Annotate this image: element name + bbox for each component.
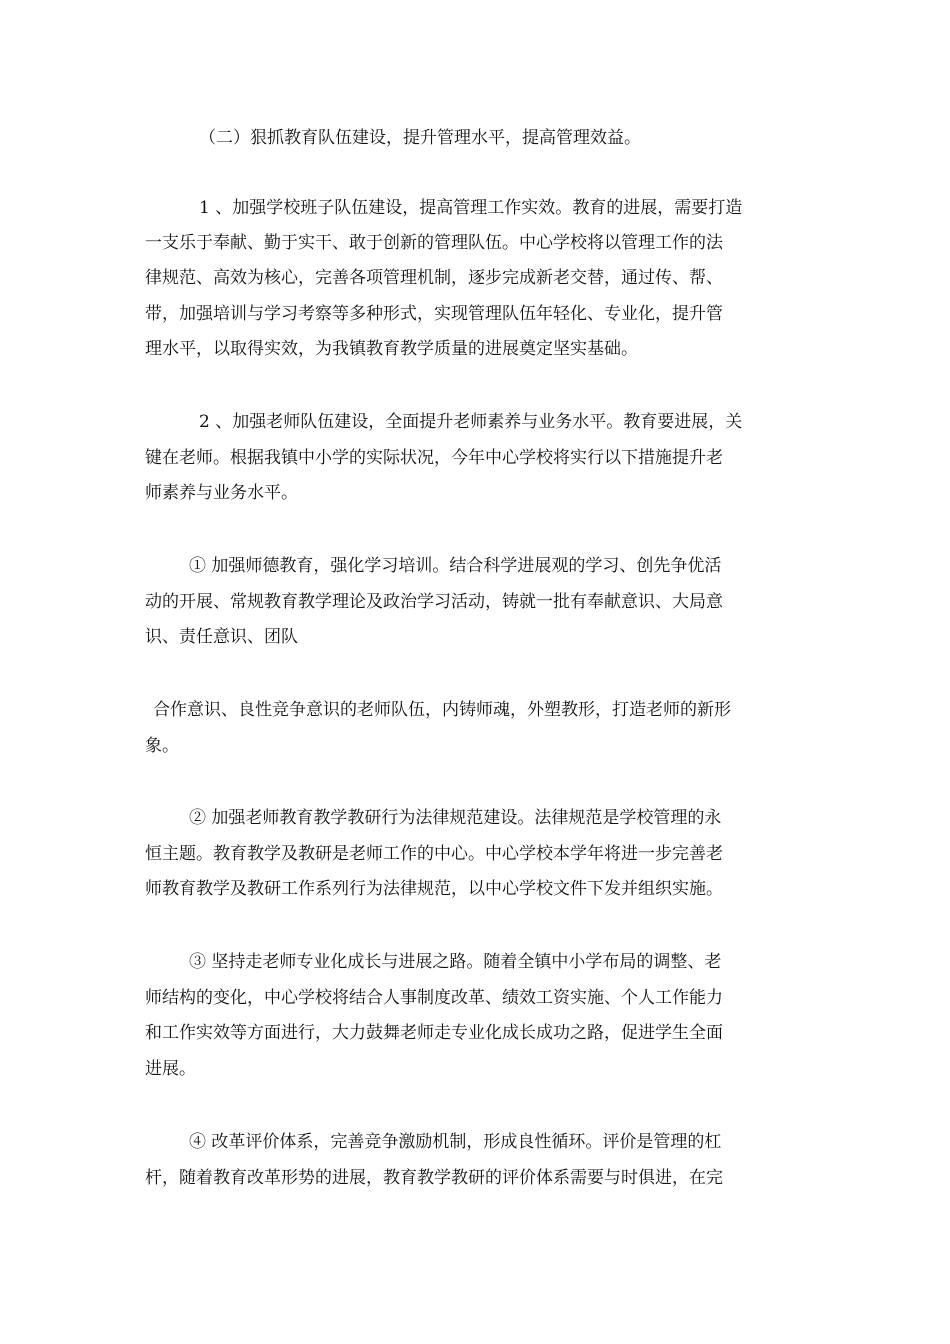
paragraph-line: 1 、加强学校班子队伍建设，提高管理工作实效。教育的进展，需要打造 [199,198,743,218]
paragraph-line: 进展。 [145,1059,196,1079]
paragraph-line: 师教育教学及教研工作系列行为法律规范，以中心学校文件下发并组织实施。 [145,879,723,899]
paragraph-line: 师结构的变化，中心学校将结合人事制度改革、绩效工资实施、个人工作能力 [145,988,723,1008]
paragraph-line: 合作意识、良性竞争意识的老师队伍，内铸师魂，外塑教形，打造老师的新形 [153,700,731,720]
paragraph-line: 一支乐于奉献、勤于实干、敢于创新的管理队伍。中心学校将以管理工作的法 [145,233,723,253]
paragraph-line: 师素养与业务水平。 [145,483,298,503]
paragraph-line: 识、责任意识、团队 [145,627,298,647]
paragraph-line: 律规范、高效为核心，完善各项管理机制，逐步完成新老交替，通过传、帮、 [145,268,723,288]
paragraph-line: 理水平，以取得实效，为我镇教育教学质量的进展奠定坚实基础。 [145,339,638,359]
paragraph-line: ③ 坚持走老师专业化成长与进展之路。随着全镇中小学布局的调整、老 [189,952,722,972]
paragraph-line: 动的开展、常规教育教学理论及政治学习活动，铸就一批有奉献意识、大局意 [145,592,723,612]
paragraph-line: 带，加强培训与学习考察等多种形式，实现管理队伍年轻化、专业化，提升管 [145,304,723,324]
paragraph-line: ② 加强老师教育教学教研行为法律规范建设。法律规范是学校管理的永 [189,808,722,828]
paragraph-line: 象。 [145,736,179,756]
paragraph-line: ① 加强师德教育，强化学习培训。结合科学进展观的学习、创先争优活 [189,556,722,576]
paragraph-line: 2 、加强老师队伍建设，全面提升老师素养与业务水平。教育要进展，关 [199,412,743,432]
paragraph-line: 和工作实效等方面进行，大力鼓舞老师走专业化成长成功之路，促进学生全面 [145,1023,723,1043]
paragraph-line: 杆，随着教育改革形势的进展，教育教学教研的评价体系需要与时俱进，在完 [145,1168,723,1188]
paragraph-line: 键在老师。根据我镇中小学的实际状况，今年中心学校将实行以下措施提升老 [145,448,723,468]
section-heading: （二）狠抓教育队伍建设，提升管理水平，提高管理效益。 [199,128,641,148]
paragraph-line: ④ 改革评价体系，完善竞争激励机制，形成良性循环。评价是管理的杠 [189,1132,722,1152]
paragraph-line: 恒主题。教育教学及教研是老师工作的中心。中心学校本学年将进一步完善老 [145,844,723,864]
